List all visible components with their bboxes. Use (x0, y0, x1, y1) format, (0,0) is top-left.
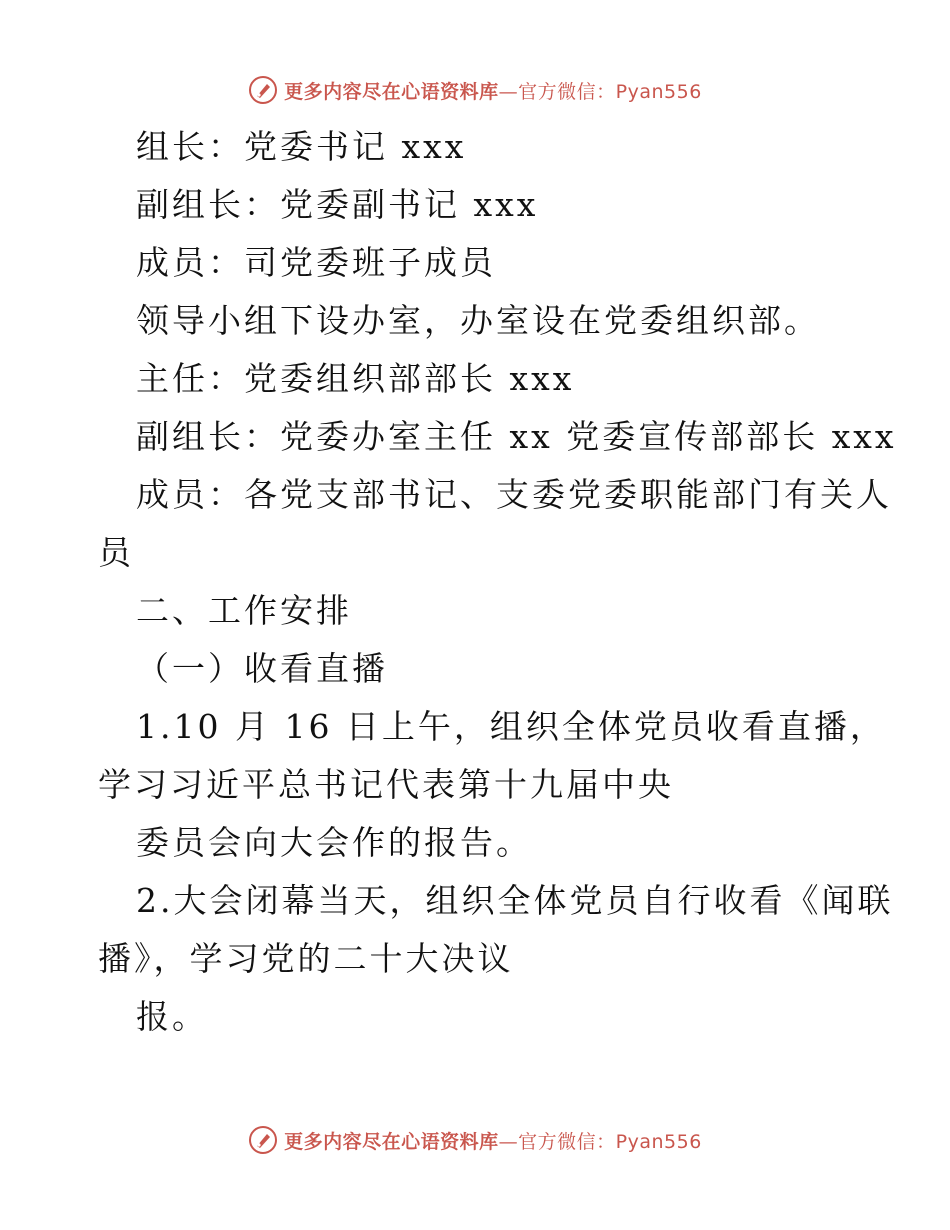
watermark-brand: 更多内容尽在心语资料库 (284, 1130, 499, 1153)
watermark-text (284, 1127, 702, 1154)
document-line: 领导小组下设办室，办室设在党委组织部。 (136, 301, 820, 340)
document-line: 员 (98, 533, 134, 572)
document-line: 二、工作安排 (136, 591, 352, 630)
document-line: 1.10 月 16 日上午，组织全体党员收看直播， (136, 707, 886, 746)
watermark-separator: — (498, 1130, 519, 1153)
document-line: 组长：党委书记 xxx (136, 127, 467, 166)
document-body (98, 118, 897, 1046)
document-line: （一）收看直播 (136, 649, 388, 688)
document-line: 委员会向大会作的报告。 (136, 823, 532, 862)
watermark-text (284, 77, 702, 104)
document-line: 学习习近平总书记代表第十九届中央 (98, 765, 674, 804)
footer-watermark (0, 1120, 950, 1160)
watermark-brand: 更多内容尽在心语资料库 (284, 80, 499, 103)
document-line: 成员：司党委班子成员 (136, 243, 496, 282)
document-line: 主任：党委组织部部长 xxx (136, 359, 575, 398)
document-line: 2.大会闭幕当天，组织全体党员自行收看《闻联 (136, 881, 894, 920)
document-line: 副组长：党委副书记 xxx (136, 185, 539, 224)
pen-nib-logo-icon (248, 1125, 278, 1155)
watermark-separator: — (498, 80, 519, 103)
watermark-wechat: 官方微信：Pyan556 (518, 1130, 702, 1153)
pen-nib-logo-icon (248, 75, 278, 105)
watermark-wechat: 官方微信：Pyan556 (518, 80, 702, 103)
document-line: 副组长：党委办室主任 xx 党委宣传部部长 xxx (136, 417, 897, 456)
document-line: 播》，学习党的二十大决议 (98, 939, 514, 978)
document-line: 报。 (136, 997, 208, 1036)
header-watermark (0, 70, 950, 110)
document-line: 成员：各党支部书记、支委党委职能部门有关人 (136, 475, 892, 514)
